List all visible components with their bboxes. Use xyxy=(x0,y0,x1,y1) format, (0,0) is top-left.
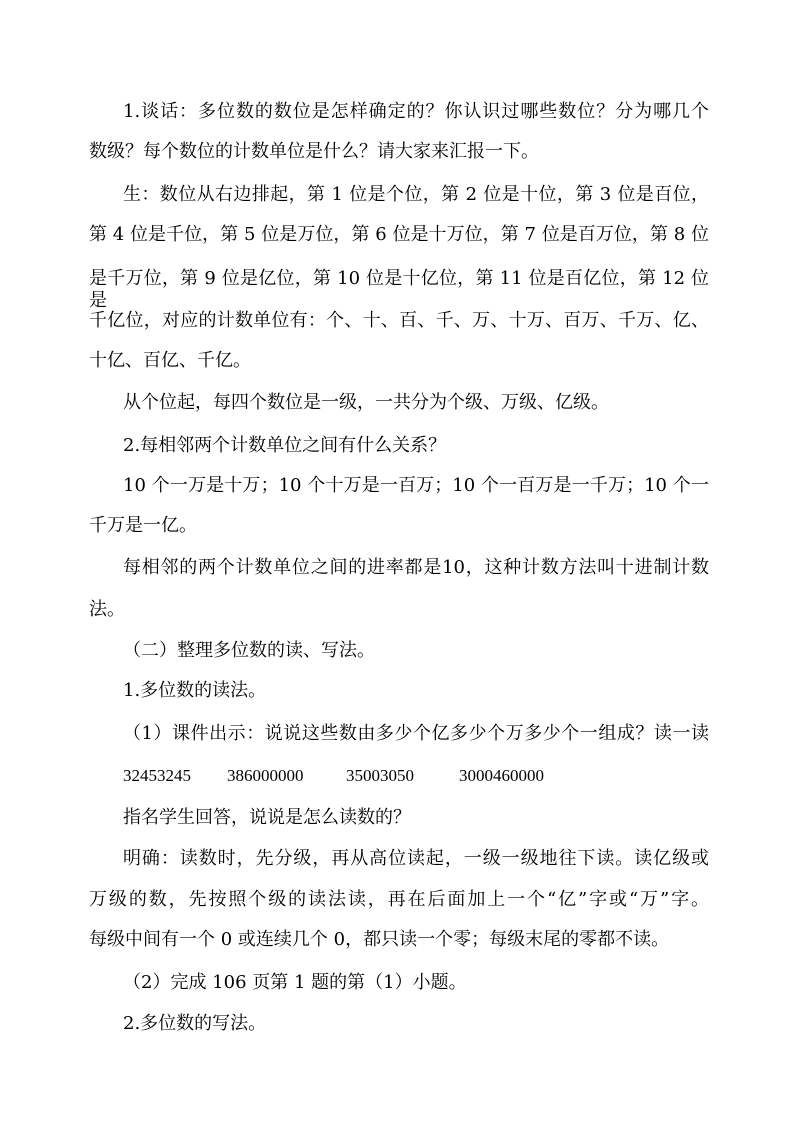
paragraph-line: （2）完成 106 页第 1 题的第（1）小题。 xyxy=(123,972,467,993)
paragraph-line: 十亿、百亿、千亿。 xyxy=(89,350,251,371)
paragraph-line: 每级中间有一个 0 或连续几个 0，都只读一个零；每级末尾的零都不读。 xyxy=(89,929,670,950)
subsection-heading: 1.多位数的读法。 xyxy=(123,680,267,701)
subsection-heading: 2.多位数的写法。 xyxy=(123,1013,267,1034)
paragraph-line: 数级？每个数位的计数单位是什么？请大家来汇报一下。 xyxy=(89,141,539,162)
paragraph-line: 每相邻的两个计数单位之间的进率都是10，这种计数方法叫十进制计数 xyxy=(123,557,709,578)
paragraph-line: 万级的数，先按照个级的读法读，再在后面加上一个“亿”字或“万”字。 xyxy=(89,889,709,910)
paragraph-line: 10 个一万是十万；10 个十万是一百万；10 个一百万是一千万；10 个一 xyxy=(123,475,709,496)
number-item: 35003050 xyxy=(346,766,414,785)
paragraph-line: 生：数位从右边排起，第 1 位是个位，第 2 位是十位，第 3 位是百位， xyxy=(123,184,709,205)
section-heading: （二）整理多位数的读、写法。 xyxy=(123,640,375,661)
paragraph-line: 是千万位，第 9 位是亿位，第 10 位是十亿位，第 11 位是百亿位，第 12 位是 xyxy=(89,268,709,311)
paragraph-line: 1.谈话：多位数的数位是怎样确定的？你认识过哪些数位？分为哪几个 xyxy=(123,101,709,122)
paragraph-line: 指名学生回答，说说是怎么读数的？ xyxy=(123,807,411,828)
paragraph-line: 千亿位，对应的计数单位有：个、十、百、千、万、十万、百万、千万、亿、 xyxy=(89,310,709,331)
paragraph-line: 法。 xyxy=(89,599,125,620)
paragraph-line: 千万是一亿。 xyxy=(89,515,197,536)
paragraph-line: 从个位起，每四个数位是一级，一共分为个级、万级、亿级。 xyxy=(123,392,609,413)
number-item: 386000000 xyxy=(227,766,304,785)
paragraph-line: 2.每相邻两个计数单位之间有什么关系？ xyxy=(123,435,447,456)
paragraph-line: 明确：读数时，先分级，再从高位读起，一级一级地往下读。读亿级或 xyxy=(123,848,709,869)
number-item: 3000460000 xyxy=(459,766,544,785)
paragraph-line: 第 4 位是千位，第 5 位是万位，第 6 位是十万位，第 7 位是百万位，第 8 位 xyxy=(89,224,709,245)
number-item: 32453245 xyxy=(123,766,191,785)
paragraph-line: （1）课件出示：说说这些数由多少个亿多少个万多少个一组成？读一读 xyxy=(123,723,709,744)
